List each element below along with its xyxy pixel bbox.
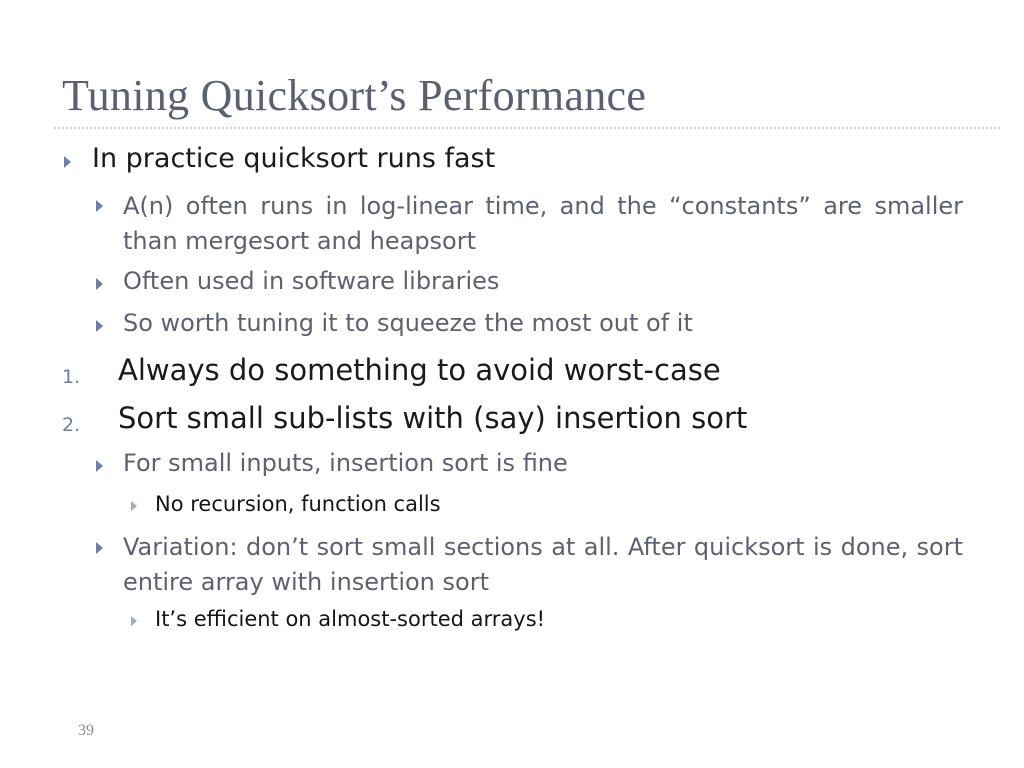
- bullet-text: Variation: don’t sort small sections at all. After quicksort is done, sort entire array with insertion sort: [123, 533, 963, 596]
- sub-bullet-text: It’s efficient on almost-sorted arrays!: [155, 607, 546, 631]
- bullet-arrow-icon: [96, 460, 103, 472]
- sub-bullet-arrow-icon: [131, 616, 137, 626]
- bullet-arrow-icon: [96, 200, 103, 212]
- bullet-text: So worth tuning it to squeeze the most out of it: [123, 309, 693, 337]
- slide-title: Tuning Quicksort’s Performance: [62, 71, 647, 120]
- title-divider: [54, 127, 1000, 129]
- bullet-text: In practice quicksort runs fast: [92, 143, 496, 174]
- sub-bullet-arrow-icon: [131, 501, 137, 511]
- page-number: 39: [78, 722, 94, 739]
- bullet-text: For small inputs, insertion sort is fine: [123, 449, 568, 477]
- sub-bullet-text: No recursion, function calls: [155, 492, 441, 516]
- list-number: 2.: [62, 414, 81, 436]
- numbered-item-text: Always do something to avoid worst-case: [118, 353, 721, 387]
- bullet-arrow-icon: [64, 156, 71, 168]
- bullet-text: A(n) often runs in log-linear time, and the “constants” are smaller than mergesort and heapsort: [123, 192, 963, 255]
- bullet-arrow-icon: [96, 542, 103, 554]
- bullet-text: Often used in software libraries: [123, 267, 500, 295]
- numbered-item-text: Sort small sub-lists with (say) insertion sort: [118, 401, 748, 435]
- bullet-arrow-icon: [96, 320, 103, 332]
- list-number: 1.: [62, 366, 81, 388]
- bullet-arrow-icon: [96, 278, 103, 290]
